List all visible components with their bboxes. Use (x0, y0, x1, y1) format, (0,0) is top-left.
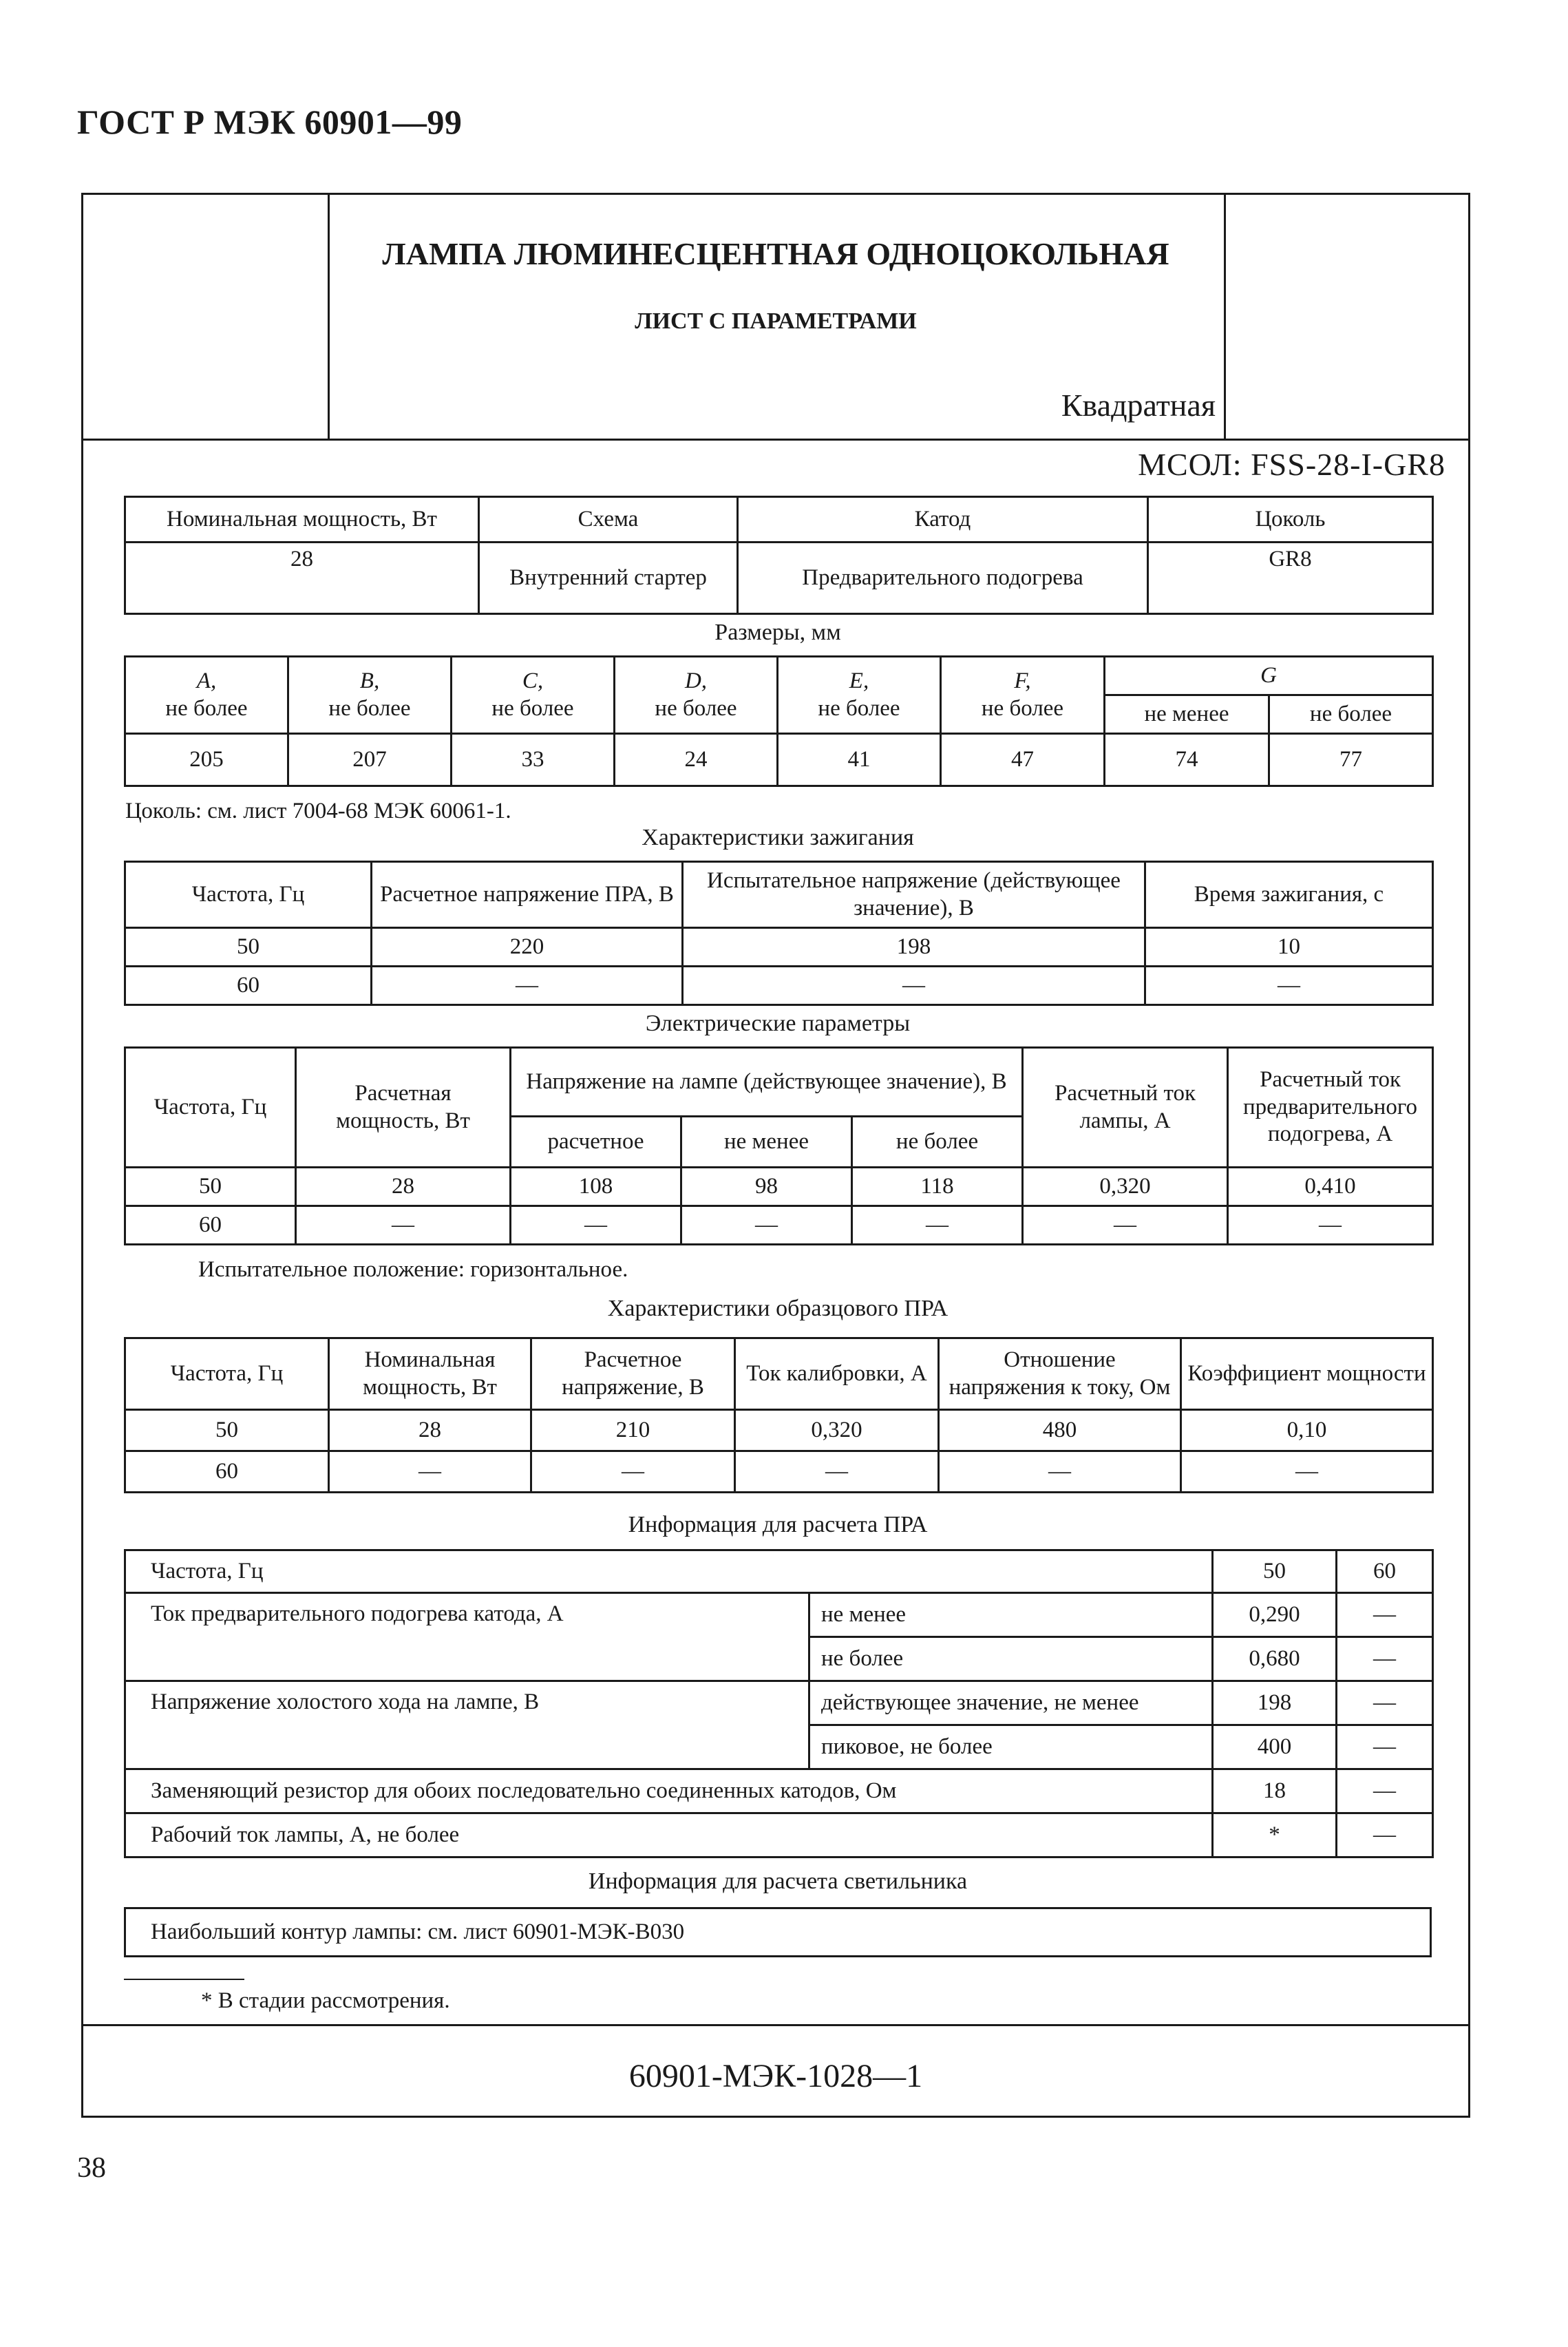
info-ocv-peak-60: — (1337, 1725, 1433, 1769)
info-resistor-50: 18 (1213, 1769, 1337, 1813)
dim-header-g: G (1105, 657, 1433, 695)
info-freq-60: 60 (1337, 1550, 1433, 1593)
el-row-60-v-max: — (852, 1206, 1023, 1245)
electrical-table (124, 1046, 1434, 1245)
dim-header-e: E, не более (778, 657, 941, 734)
info-ocv-rms-label: действующее значение, не менее (809, 1681, 1213, 1725)
ign-header-freq: Частота, Гц (125, 862, 372, 928)
ref-ballast-table (124, 1337, 1434, 1493)
luminaire-info-title: Информация для расчета светильника (588, 1869, 968, 1894)
el-row-50-power: 28 (296, 1168, 511, 1206)
ref-row-50-voltage: 210 (531, 1410, 735, 1451)
el-header-current: Расчетный ток лампы, А (1023, 1048, 1228, 1168)
title-block-left-cell (81, 193, 330, 439)
dimensions-title: Размеры, мм (714, 620, 841, 645)
lamp-shape: Квадратная (1061, 388, 1216, 423)
ref-row-50-power-factor: 0,10 (1181, 1410, 1433, 1451)
el-row-60-freq: 60 (125, 1206, 296, 1245)
ign-header-ballast-voltage: Расчетное напряжение ПРА, В (372, 862, 683, 928)
dim-header-c: C, не более (452, 657, 615, 734)
info-op-current-label: Рабочий ток лампы, А, не более (125, 1813, 1213, 1857)
info-freq-50: 50 (1213, 1550, 1337, 1593)
dim-header-a: A, не более (125, 657, 288, 734)
main-header-scheme: Схема (479, 497, 738, 543)
el-row-60-preheat: — (1228, 1206, 1433, 1245)
dim-value-b: 207 (288, 734, 452, 786)
ref-row-60-ratio: — (939, 1451, 1181, 1493)
dimensions-table (124, 655, 1434, 787)
main-value-scheme: Внутренний стартер (479, 543, 738, 614)
main-params-table (124, 496, 1434, 615)
title-block (81, 193, 1470, 441)
info-preheat-min-label: не менее (809, 1593, 1213, 1637)
dim-value-g-min: 74 (1105, 734, 1269, 786)
sheet-title: ЛАМПА ЛЮМИНЕСЦЕНТНАЯ ОДНОЦОКОЛЬНАЯ (382, 236, 1169, 271)
info-ocv-peak-50: 400 (1213, 1725, 1337, 1769)
info-resistor-60: — (1337, 1769, 1433, 1813)
info-preheat-min-60: — (1337, 1593, 1433, 1637)
el-row-60-power: — (296, 1206, 511, 1245)
el-header-v-max: не более (852, 1117, 1023, 1168)
dim-value-g-max: 77 (1269, 734, 1433, 786)
ref-header-freq: Частота, Гц (125, 1338, 329, 1410)
ref-header-power-factor: Коэффициент мощности (1181, 1338, 1433, 1410)
info-ocv-rms-60: — (1337, 1681, 1433, 1725)
info-preheat-max-50: 0,680 (1213, 1637, 1337, 1681)
el-header-power: Расчетная мощность, Вт (296, 1048, 511, 1168)
electrical-title: Электрические параметры (645, 1011, 911, 1036)
dim-value-d: 24 (615, 734, 778, 786)
info-preheat-min-50: 0,290 (1213, 1593, 1337, 1637)
footnote: * В стадии рассмотрения. (201, 1988, 450, 2013)
ballast-info-title: Информация для расчета ПРА (628, 1512, 928, 1537)
standard-header: ГОСТ Р МЭК 60901—99 (77, 103, 463, 141)
el-row-50-v-min: 98 (681, 1168, 852, 1206)
ref-row-60-voltage: — (531, 1451, 735, 1493)
sheet-subtitle: ЛИСТ С ПАРАМЕТРАМИ (635, 308, 917, 334)
dim-header-d: D, не более (615, 657, 778, 734)
page-number: 38 (77, 2152, 106, 2184)
el-row-50-freq: 50 (125, 1168, 296, 1206)
ref-row-60-freq: 60 (125, 1451, 329, 1493)
el-row-50-v-rated: 108 (511, 1168, 681, 1206)
ref-row-50-calibration: 0,320 (735, 1410, 939, 1451)
main-value-power: 28 (125, 543, 479, 614)
info-freq-label: Частота, Гц (125, 1550, 1213, 1593)
ref-row-50-freq: 50 (125, 1410, 329, 1451)
lamp-code: МСОЛ: FSS-28-I-GR8 (1138, 447, 1445, 482)
info-preheat-label: Ток предварительного подогрева катода, А (125, 1593, 809, 1681)
ign-row-50-ballast-voltage: 220 (372, 928, 683, 967)
ign-header-time: Время зажигания, с (1145, 862, 1433, 928)
info-ocv-rms-50: 198 (1213, 1681, 1337, 1725)
sheet-number: 60901-МЭК-1028—1 (628, 2058, 923, 2094)
ref-row-50-power: 28 (329, 1410, 531, 1451)
ref-row-60-power: — (329, 1451, 531, 1493)
dim-header-g-min: не менее (1105, 695, 1269, 734)
el-header-preheat: Расчетный ток предварительного подогрева, А (1228, 1048, 1433, 1168)
el-header-voltage: Напряжение на лампе (действующее значение), В (511, 1048, 1023, 1117)
el-row-60-v-min: — (681, 1206, 852, 1245)
info-ocv-peak-label: пиковое, не более (809, 1725, 1213, 1769)
dim-value-e: 41 (778, 734, 941, 786)
main-value-cap: GR8 (1148, 543, 1433, 614)
ref-header-power: Номинальная мощность, Вт (329, 1338, 531, 1410)
footer-divider (81, 2024, 1470, 2026)
main-header-cap: Цоколь (1148, 497, 1433, 543)
info-resistor-label: Заменяющий резистор для обоих последовательно соединенных катодов, Ом (125, 1769, 1213, 1813)
main-header-cathode: Катод (738, 497, 1148, 543)
ign-header-test-voltage: Испытательное напряжение (действующее значение), В (683, 862, 1145, 928)
test-position-note: Испытательное положение: горизонтальное. (198, 1257, 628, 1282)
dim-value-f: 47 (941, 734, 1105, 786)
info-preheat-max-60: — (1337, 1637, 1433, 1681)
ign-row-60-freq: 60 (125, 967, 372, 1005)
ign-row-60-time: — (1145, 967, 1433, 1005)
ref-row-60-power-factor: — (1181, 1451, 1433, 1493)
info-op-current-50: * (1213, 1813, 1337, 1857)
luminaire-info-text: Наибольший контур лампы: см. лист 60901-МЭК-В030 (125, 1908, 1431, 1957)
luminaire-info-table (124, 1907, 1432, 1957)
dim-header-f: F, не более (941, 657, 1105, 734)
el-header-freq: Частота, Гц (125, 1048, 296, 1168)
dim-header-g-max: не более (1269, 695, 1433, 734)
main-value-cathode: Предварительного подогрева (738, 543, 1148, 614)
ballast-info-table (124, 1549, 1434, 1858)
ign-row-50-time: 10 (1145, 928, 1433, 967)
ign-row-50-test-voltage: 198 (683, 928, 1145, 967)
el-row-50-preheat: 0,410 (1228, 1168, 1433, 1206)
ref-header-calibration: Ток калибровки, А (735, 1338, 939, 1410)
dim-value-a: 205 (125, 734, 288, 786)
info-preheat-max-label: не более (809, 1637, 1213, 1681)
el-row-50-v-max: 118 (852, 1168, 1023, 1206)
info-op-current-60: — (1337, 1813, 1433, 1857)
ignition-table (124, 861, 1434, 1006)
footnote-rule (124, 1979, 244, 1980)
ignition-title: Характеристики зажигания (642, 825, 914, 850)
cap-note: Цоколь: см. лист 7004-68 МЭК 60061-1. (125, 799, 511, 823)
info-ocv-label: Напряжение холостого хода на лампе, В (125, 1681, 809, 1769)
el-row-50-current: 0,320 (1023, 1168, 1228, 1206)
title-block-right-cell (1224, 193, 1470, 439)
ign-row-50-freq: 50 (125, 928, 372, 967)
ign-row-60-test-voltage: — (683, 967, 1145, 1005)
el-row-60-current: — (1023, 1206, 1228, 1245)
ref-header-voltage: Расчетное напряжение, В (531, 1338, 735, 1410)
title-block-divider (81, 439, 1468, 441)
el-header-v-rated: расчетное (511, 1117, 681, 1168)
ign-row-60-ballast-voltage: — (372, 967, 683, 1005)
ref-header-ratio: Отношение напряжения к току, Ом (939, 1338, 1181, 1410)
main-header-power: Номинальная мощность, Вт (125, 497, 479, 543)
ref-ballast-title: Характеристики образцового ПРА (607, 1296, 949, 1321)
ref-row-50-ratio: 480 (939, 1410, 1181, 1451)
el-header-v-min: не менее (681, 1117, 852, 1168)
dim-header-b: B, не более (288, 657, 452, 734)
dim-value-c: 33 (452, 734, 615, 786)
ref-row-60-calibration: — (735, 1451, 939, 1493)
el-row-60-v-rated: — (511, 1206, 681, 1245)
